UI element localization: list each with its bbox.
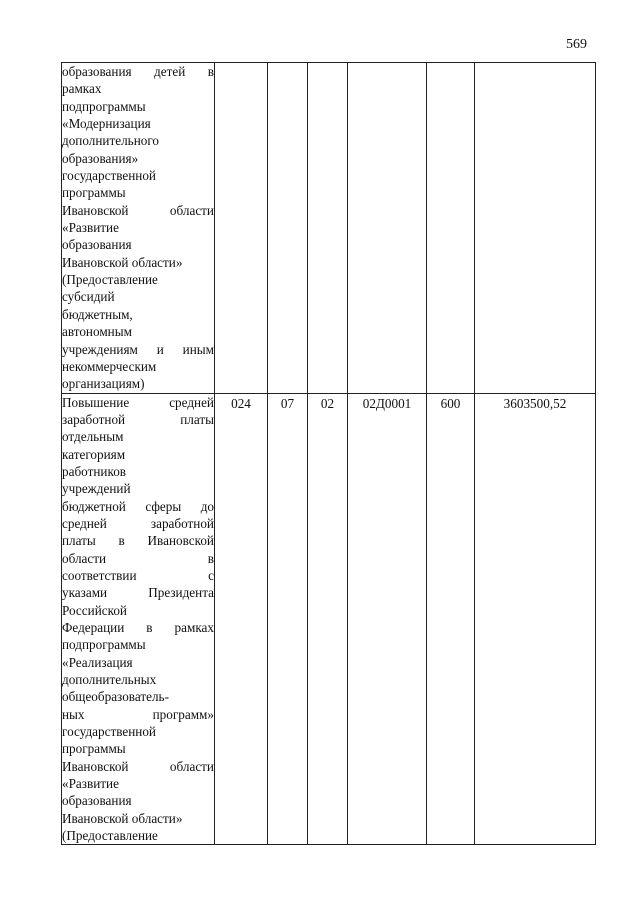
description-word: иным [182, 341, 214, 357]
description-word: в [207, 550, 214, 566]
description-word: соответствии [62, 567, 137, 583]
description-line: дополнительных [62, 672, 157, 688]
description-word: указами [62, 585, 108, 601]
description-line: бюджетным, [62, 306, 133, 322]
description-word: ных [62, 706, 85, 722]
description-word: средней [62, 515, 107, 531]
description-line: программы [62, 185, 126, 201]
description-word: заработной [62, 411, 126, 427]
cell-section: 07 [268, 393, 308, 845]
description-word: до [200, 498, 214, 514]
description-line: программы [62, 741, 126, 757]
description-line [62, 341, 214, 358]
description-line [62, 394, 214, 411]
description-word: средней [169, 394, 214, 410]
description-line: (Предоставление [62, 272, 158, 288]
description-line: подпрограммы [62, 98, 146, 114]
description-word: в [207, 64, 214, 79]
description-line: отдельным [62, 429, 124, 445]
description-word: Президента [148, 585, 214, 601]
description-line: категориям [62, 446, 126, 462]
cell-amount [475, 63, 596, 394]
description-word: Ивановской [147, 533, 214, 549]
description-line: (Предоставление [62, 828, 158, 844]
row-description [62, 393, 215, 845]
description-word: детей [154, 64, 186, 79]
description-line: общеобразователь- [62, 689, 169, 705]
description-line: дополнительного [62, 133, 160, 149]
description-line: подпрограммы [62, 637, 146, 653]
cell-subsection [308, 63, 348, 394]
description-line: Ивановской области» [62, 810, 183, 826]
description-line [62, 63, 214, 80]
cell-admin-code: 024 [215, 393, 268, 845]
description-word: области [169, 202, 214, 218]
description-line [62, 758, 214, 775]
description-word: и [156, 341, 164, 357]
description-line: организациям) [62, 376, 145, 392]
table-row [62, 393, 596, 845]
description-line: образования» [62, 150, 139, 166]
description-line [62, 411, 214, 428]
description-word: платы [180, 411, 214, 427]
description-word: Ивановской [62, 202, 129, 218]
description-line: рамках [62, 81, 102, 97]
description-line: субсидий [62, 289, 115, 305]
description-word: Ивановской [62, 758, 129, 774]
description-line [62, 619, 214, 636]
description-word: учреждениям [62, 341, 138, 357]
description-line [62, 515, 214, 532]
description-word: платы [62, 533, 96, 549]
description-word: рамках [174, 620, 214, 635]
description-line: автономным [62, 324, 132, 340]
description-line: государственной [62, 724, 156, 740]
description-word: в [146, 620, 153, 635]
description-word: заработной [150, 515, 214, 531]
cell-admin-code [215, 63, 268, 394]
description-line: «Развитие [62, 220, 119, 236]
description-word: программ» [152, 706, 214, 722]
table-row [62, 63, 596, 394]
description-line: «Реализация [62, 654, 133, 670]
row-description [62, 63, 215, 394]
description-line: государственной [62, 168, 156, 184]
description-line [62, 532, 214, 549]
cell-section [268, 63, 308, 394]
cell-expense-type [427, 63, 475, 394]
cell-target-article: 02Д0001 [348, 393, 427, 845]
description-line [62, 202, 214, 219]
description-line [62, 567, 214, 584]
description-word: области [62, 550, 107, 566]
cell-expense-type: 600 [427, 393, 475, 845]
description-line: «Развитие [62, 776, 119, 792]
description-line [62, 550, 214, 567]
page-number: 569 [566, 37, 587, 52]
description-line: образования [62, 237, 132, 253]
cell-target-article [348, 63, 427, 394]
description-line: образования [62, 793, 132, 809]
description-word: сферы [145, 498, 182, 514]
description-word: области [169, 758, 214, 774]
description-line: учреждений [62, 481, 131, 497]
description-line [62, 706, 214, 723]
description-line: «Модернизация [62, 116, 151, 132]
description-word: образования [62, 64, 132, 79]
description-line: Российской [62, 602, 127, 618]
description-word: бюджетной [62, 498, 126, 514]
description-word: Федерации [62, 620, 125, 635]
table-body [62, 63, 596, 845]
description-word: Повышение [62, 394, 130, 410]
cell-subsection: 02 [308, 393, 348, 845]
description-line [62, 584, 214, 601]
description-line: Ивановской области» [62, 254, 183, 270]
description-word: в [118, 533, 125, 549]
description-line: работников [62, 463, 127, 479]
description-line: некоммерческим [62, 358, 157, 374]
budget-table [61, 62, 596, 845]
description-word: с [208, 567, 214, 583]
cell-amount: 3603500,52 [475, 393, 596, 845]
description-line [62, 498, 214, 515]
